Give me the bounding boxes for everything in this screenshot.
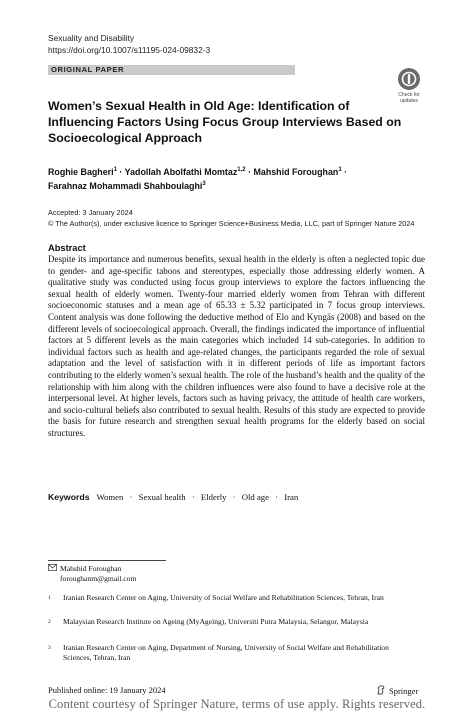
correspondence-block xyxy=(48,564,136,585)
courtesy-notice: Content courtesy of Springer Nature, terms of use apply. Rights reserved. xyxy=(48,697,426,711)
article-type-banner: ORIGINAL PAPER xyxy=(48,65,295,75)
keywords-line xyxy=(48,492,428,502)
keyword: Iran xyxy=(284,492,299,502)
corresponding-email[interactable]: foroughanm@gmail.com xyxy=(60,574,137,584)
author-name[interactable]: Roghie Bagheri xyxy=(48,166,114,177)
doi-link[interactable]: https://doi.org/10.1007/s11195-024-09832-3 xyxy=(48,44,211,55)
affiliation-item xyxy=(48,617,408,627)
article-dates xyxy=(48,208,414,229)
publisher-name: Springer xyxy=(389,686,419,696)
keyword-separator: · xyxy=(129,492,133,502)
author-affil-sup: 1 xyxy=(113,167,117,173)
abstract-text: Despite its importance and numerous benefits, sexual health in the elderly is often a neglected topic due to gender- and age-specific taboos and stereotypes, especially those addressing elderly women. A qualitative study was conducted using focus group interviews to explore the factors influencing the sexual health of elderly women. Twenty-four married elderly women from Tehran with different socioeconomic statuses and a mean age of 65.33 ± 5.32 participated in 7 focus group interviews. Content analysis was done following the deductive method of Elo and Kyngäs (2008) and based on the different levels of socioecological approach. Overall, the findings indicated the importance of influential factors at 5 different levels as the main categories which included 14 sub-categories. In addition to individual factors such as health and age-related changes, the participants regarded the role of sexual adaptation and the level of satisfaction with it in different periods of life as important factors contributing to the elderly women’s sexual health. The role of the husband’s health and the quality of the relationship with him along with the children influences were also found to have a decisive role at the interpersonal level. At higher levels, factors such as having privacy, the attitude of health care workers, and socio-cultural beliefs also contributed to sexual health. Results of this study are expected to provide the basis for future research and strengthen sexual health programs for the elderly based on social structures. xyxy=(48,254,425,438)
published-date: Published online: 19 January 2024 xyxy=(48,685,166,695)
accepted-date: Accepted: 3 January 2024 xyxy=(48,208,133,217)
author-name[interactable]: Mahshid Foroughan xyxy=(253,166,339,177)
check-updates-icon xyxy=(398,68,420,90)
author-affil-sup: 1 xyxy=(338,167,342,173)
springer-horse-icon xyxy=(376,685,386,697)
affiliation-item xyxy=(48,643,408,663)
author-list: Roghie Bagheri$^1$ · Yadollah Abolfathi Momtaz$^{1,2}$ · Mahshid Foroughan$^1$ · Farahnaz Mohammadi Shahboulaghi$^3$ xyxy=(48,166,348,192)
author-affil-sup: 1,2 xyxy=(237,167,246,173)
affiliation-number: 1 xyxy=(48,595,51,601)
keywords-label: Keywords xyxy=(48,492,90,502)
article-title: Women’s Sexual Health in Old Age: Identification of Influencing Factors Using Focus Group Interviews Based on Socioecological Approach xyxy=(48,99,402,146)
check-label-1: Check for xyxy=(398,92,420,98)
affiliation-text: Iranian Research Center on Aging, University of Social Welfare and Rehabilitation Sciences, Tehran, Iran xyxy=(63,593,384,602)
affiliation-text: Malaysian Research Institute on Ageing (MyAgeing), Universiti Putra Malaysia, Selangor, Malaysia xyxy=(63,617,369,626)
publisher-logo xyxy=(376,685,418,697)
envelope-icon xyxy=(48,564,60,574)
author-name[interactable]: Yadollah Abolfathi Momtaz xyxy=(124,166,238,177)
journal-name: Sexuality and Disability xyxy=(48,33,135,43)
affiliation-number: 3 xyxy=(48,645,51,651)
keyword-separator: · xyxy=(275,492,279,502)
author-name[interactable]: Farahnaz Mohammadi Shahboulaghi xyxy=(48,181,203,192)
journal-info xyxy=(48,33,210,56)
abstract-heading: Abstract xyxy=(48,243,86,253)
keyword: Elderly xyxy=(200,492,227,502)
keyword-separator: · xyxy=(191,492,195,502)
copyright-notice: © The Author(s), under exclusive licence to Springer Science+Business Media, LLC, part of Springer Nature 2024 xyxy=(48,218,415,228)
keyword-separator: · xyxy=(232,492,236,502)
keyword: Old age xyxy=(241,492,269,502)
keyword: Women xyxy=(96,492,124,502)
affiliation-text: Iranian Research Center on Aging, Department of Nursing, University of Social Welfare and Rehabilitation Sciences, Tehran, Iran xyxy=(63,643,389,663)
author-affil-sup: 3 xyxy=(202,181,206,188)
affiliation-number: 2 xyxy=(48,619,51,625)
check-label-2: updates xyxy=(400,98,418,104)
affiliation-item xyxy=(48,593,408,603)
corresponding-author: Mahshid Foroughan xyxy=(60,564,122,573)
keyword: Sexual health xyxy=(138,492,186,502)
footnote-divider xyxy=(48,560,166,561)
